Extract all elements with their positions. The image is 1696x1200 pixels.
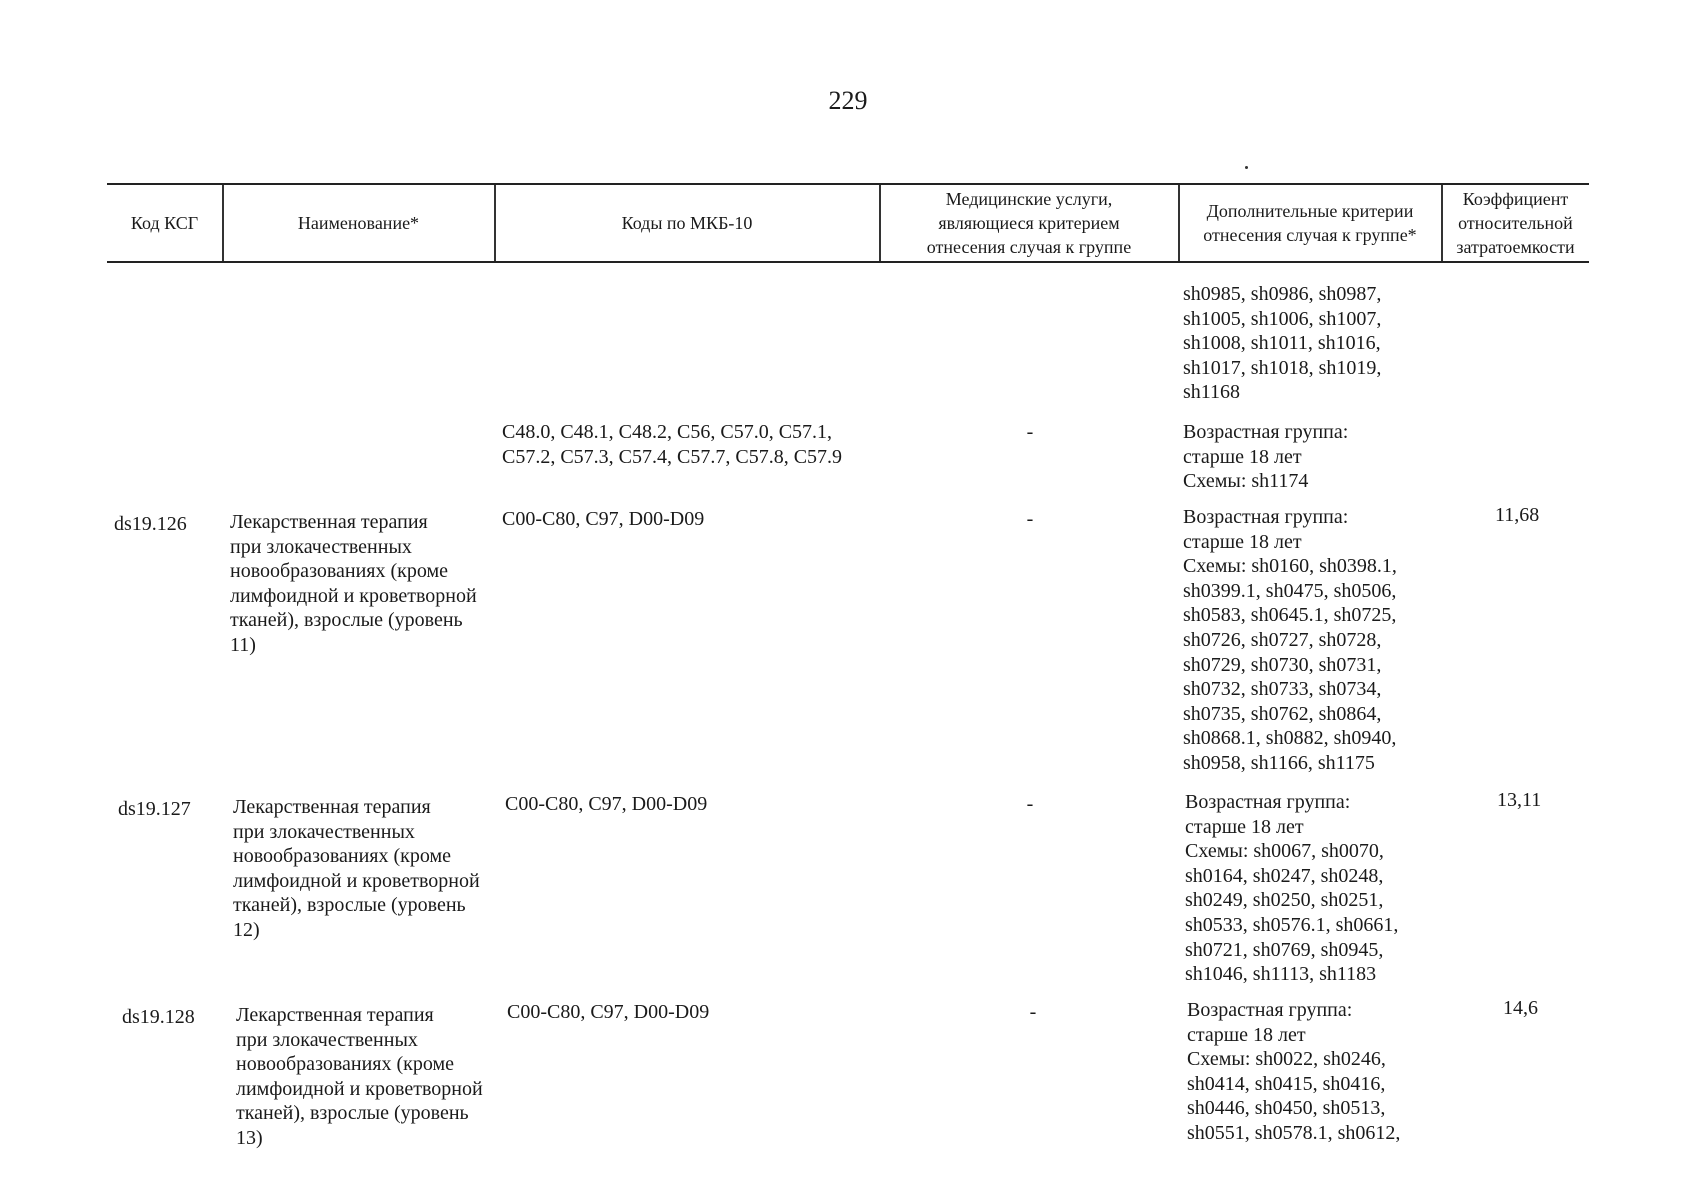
name-line: лимфоидной и кроветворной	[236, 1077, 483, 1100]
row-icd: C00-C80, C97, D00-D09	[502, 508, 705, 530]
subrow-criteria	[1183, 420, 1348, 494]
name-line: тканей), взрослые (уровень	[233, 894, 466, 917]
row-services: -	[1026, 508, 1034, 530]
continuation-criteria	[1183, 282, 1381, 405]
criteria-line: sh1046, sh1113, sh1183	[1185, 963, 1377, 986]
name-line: тканей), взрослые (уровень	[236, 1102, 469, 1125]
header-services	[880, 185, 1178, 261]
header-services-line: отнесения случая к группе	[926, 237, 1132, 257]
row-services: -	[1026, 793, 1034, 815]
header-name-text: Наименование*	[297, 213, 420, 233]
row-coef: 13,11	[1497, 789, 1542, 811]
row-criteria	[1183, 505, 1397, 776]
name-line: лимфоидной и кроветворной	[230, 584, 477, 607]
header-coef-line: относительной	[1458, 213, 1573, 233]
header-criteria	[1179, 185, 1441, 261]
name-line: 11)	[230, 633, 256, 656]
row-name	[233, 795, 480, 943]
criteria-line: Возрастная группа:	[1185, 791, 1351, 813]
name-line: 13)	[236, 1126, 263, 1149]
header-code	[107, 185, 222, 261]
row-code: ds19.126	[114, 513, 187, 535]
header-services-line: Медицинские услуги,	[945, 189, 1113, 209]
row-criteria	[1185, 790, 1398, 987]
criteria-line: sh0732, sh0733, sh0734,	[1183, 678, 1382, 701]
criteria-line: Возрастная группа:	[1183, 506, 1349, 528]
page-number: 229	[828, 86, 868, 115]
criteria-line: sh0985, sh0986, sh0987,	[1183, 283, 1382, 305]
criteria-line: старше 18 лет	[1185, 815, 1304, 838]
criteria-line: sh0735, sh0762, sh0864,	[1183, 702, 1382, 725]
criteria-line: sh0726, sh0727, sh0728,	[1183, 628, 1382, 651]
name-line: новообразованиях (кроме	[233, 845, 452, 868]
header-code-text: Код КСГ	[130, 213, 199, 233]
row-criteria	[1187, 998, 1400, 1146]
criteria-line: Схемы: sh0160, sh0398.1,	[1183, 555, 1397, 578]
row-name	[236, 1003, 483, 1151]
criteria-line: Возрастная группа:	[1187, 999, 1353, 1021]
name-line: лимфоидной и кроветворной	[233, 869, 480, 892]
header-coef-line: Коэффициент	[1462, 189, 1569, 209]
criteria-line: sh0446, sh0450, sh0513,	[1187, 1097, 1386, 1120]
criteria-line: старше 18 лет	[1183, 530, 1302, 553]
criteria-line: Схемы: sh0067, sh0070,	[1185, 840, 1384, 863]
criteria-line: sh1168	[1183, 381, 1241, 404]
name-line: при злокачественных	[236, 1028, 418, 1051]
name-line: новообразованиях (кроме	[230, 560, 449, 583]
criteria-line: sh0533, sh0576.1, sh0661,	[1185, 913, 1399, 936]
criteria-line: sh1008, sh1011, sh1016,	[1183, 332, 1381, 355]
row-services: -	[1029, 1001, 1037, 1023]
icd-line: C48.0, C48.1, C48.2, C56, C57.0, C57.1,	[502, 421, 833, 443]
row-name	[230, 510, 477, 658]
header-criteria-line: Дополнительные критерии	[1206, 201, 1414, 221]
subrow-services: -	[1026, 421, 1034, 443]
scan-dot	[1245, 166, 1248, 169]
row-coef: 11,68	[1495, 504, 1540, 526]
icd-line: C57.2, C57.3, C57.4, C57.7, C57.8, C57.9	[502, 445, 843, 468]
header-coef-line: затратоемкости	[1456, 237, 1575, 257]
criteria-line: sh0721, sh0769, sh0945,	[1185, 938, 1384, 961]
name-line: Лекарственная терапия	[233, 796, 431, 818]
criteria-line: sh0551, sh0578.1, sh0612,	[1187, 1121, 1401, 1144]
row-icd: C00-C80, C97, D00-D09	[507, 1001, 710, 1023]
criteria-line: Схемы: sh1174	[1183, 470, 1309, 493]
header-name	[223, 185, 494, 261]
row-coef: 14,6	[1503, 997, 1538, 1019]
row-code: ds19.127	[118, 798, 191, 820]
criteria-line: sh1005, sh1006, sh1007,	[1183, 307, 1382, 330]
header-coef	[1442, 185, 1589, 261]
criteria-line: sh0399.1, sh0475, sh0506,	[1183, 579, 1397, 602]
row-icd: C00-C80, C97, D00-D09	[505, 793, 708, 815]
criteria-line: sh0868.1, sh0882, sh0940,	[1183, 727, 1397, 750]
name-line: при злокачественных	[230, 535, 412, 558]
name-line: при злокачественных	[233, 820, 415, 843]
header-icd-text: Коды по МКБ-10	[621, 213, 753, 233]
row-code: ds19.128	[122, 1006, 195, 1028]
table-header-bottom-rule	[107, 261, 1589, 263]
criteria-line: Возрастная группа:	[1183, 421, 1349, 443]
criteria-line: sh0729, sh0730, sh0731,	[1183, 653, 1382, 676]
criteria-line: sh0958, sh1166, sh1175	[1183, 751, 1375, 774]
subrow-icd	[502, 420, 842, 469]
name-line: тканей), взрослые (уровень	[230, 609, 463, 632]
header-icd	[495, 185, 879, 261]
criteria-line: sh0583, sh0645.1, sh0725,	[1183, 604, 1397, 627]
name-line: Лекарственная терапия	[230, 511, 428, 533]
criteria-line: sh0249, sh0250, sh0251,	[1185, 889, 1384, 912]
name-line: Лекарственная терапия	[236, 1004, 434, 1026]
name-line: 12)	[233, 918, 260, 941]
name-line: новообразованиях (кроме	[236, 1053, 455, 1076]
criteria-line: sh0414, sh0415, sh0416,	[1187, 1072, 1386, 1095]
criteria-line: старше 18 лет	[1183, 445, 1302, 468]
header-criteria-line: отнесения случая к группе*	[1203, 225, 1417, 245]
criteria-line: sh0164, sh0247, sh0248,	[1185, 864, 1384, 887]
criteria-line: sh1017, sh1018, sh1019,	[1183, 356, 1382, 379]
header-services-line: являющиеся критерием	[938, 213, 1120, 233]
criteria-line: Схемы: sh0022, sh0246,	[1187, 1048, 1386, 1071]
criteria-line: старше 18 лет	[1187, 1023, 1306, 1046]
